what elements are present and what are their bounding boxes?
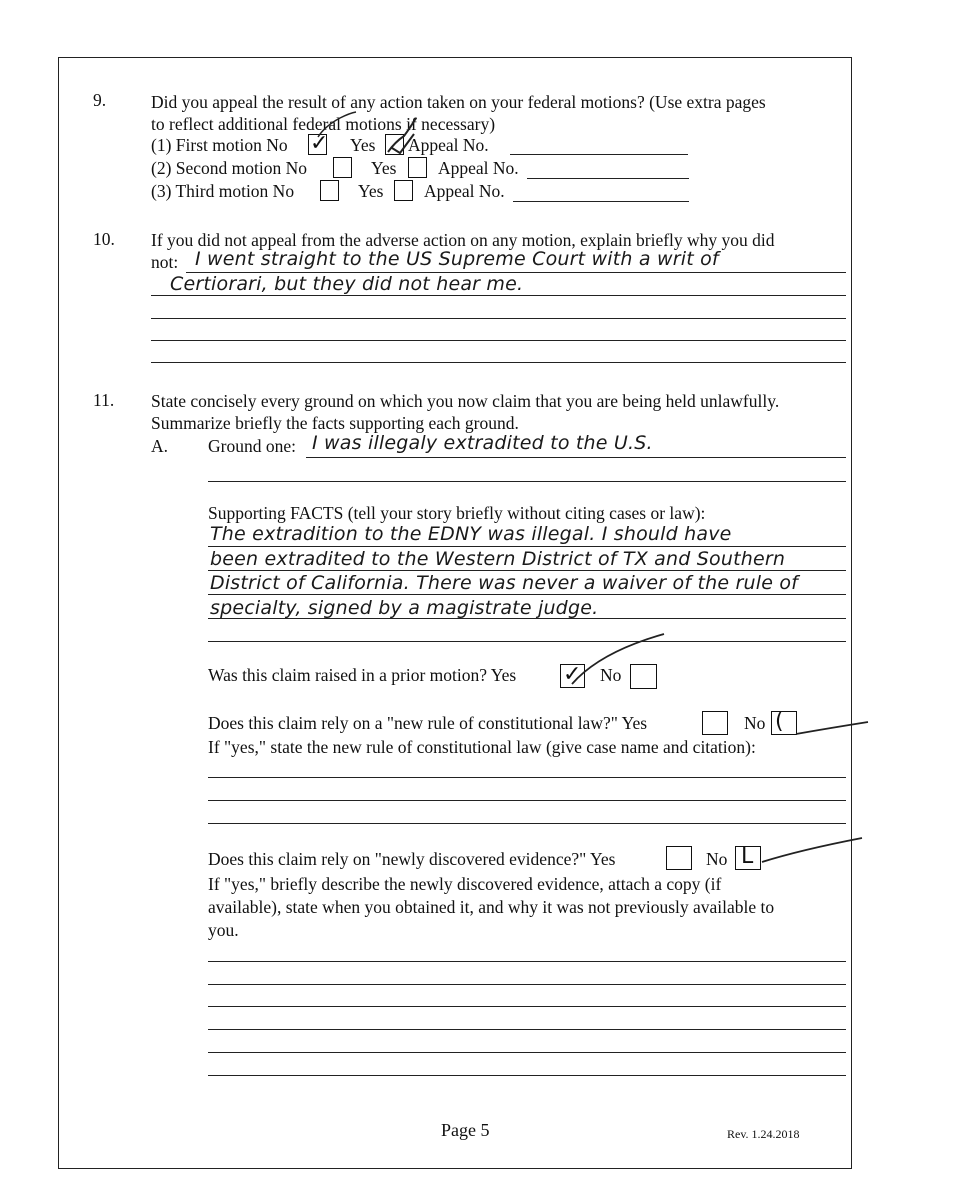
q10-answer-line-2[interactable] bbox=[151, 295, 846, 296]
evidence-question: Does this claim rely on "newly discovered evidence?" Yes bbox=[208, 849, 616, 869]
revision-date: Rev. 1.24.2018 bbox=[727, 1127, 800, 1141]
evidence-yes-checkbox[interactable] bbox=[666, 846, 692, 870]
evidence-line-2[interactable] bbox=[208, 984, 846, 985]
prior-motion-question: Was this claim raised in a prior motion? Yes bbox=[208, 665, 517, 685]
first-motion-appeal-field[interactable] bbox=[510, 154, 688, 155]
question-11-number: 11. bbox=[93, 390, 115, 410]
evidence-instruction-line1: If "yes," briefly describe the newly discovered evidence, attach a copy (if bbox=[208, 874, 722, 894]
question-10-answer-line1: I went straight to the US Supreme Court with a writ of bbox=[195, 248, 719, 270]
q10-answer-line-3[interactable] bbox=[151, 318, 846, 319]
evidence-line-4[interactable] bbox=[208, 1029, 846, 1030]
second-motion-yes-label: Yes bbox=[371, 158, 397, 178]
page-number: Page 5 bbox=[441, 1120, 490, 1140]
ground-a-letter: A. bbox=[151, 436, 169, 456]
evidence-line-6[interactable] bbox=[208, 1075, 846, 1076]
third-motion-appeal-field[interactable] bbox=[513, 201, 689, 202]
second-motion-appeal-label: Appeal No. bbox=[438, 158, 519, 178]
first-motion-no-checkmark: ✓ bbox=[310, 131, 329, 156]
third-motion-yes-label: Yes bbox=[358, 181, 384, 201]
first-motion-yes-checkbox[interactable] bbox=[385, 134, 404, 155]
question-9-number: 9. bbox=[93, 90, 107, 110]
new-rule-no-label: No bbox=[744, 713, 766, 733]
facts-answer-line1: The extradition to the EDNY was illegal. I should have bbox=[210, 523, 732, 545]
evidence-line-3[interactable] bbox=[208, 1006, 846, 1007]
facts-answer-line2: been extradited to the Western District of TX and Southern bbox=[210, 548, 786, 570]
question-10-number: 10. bbox=[93, 229, 115, 249]
facts-line-2[interactable] bbox=[208, 570, 846, 571]
prior-motion-yes-checkmark: ✓ bbox=[563, 662, 582, 687]
facts-line-4[interactable] bbox=[208, 618, 846, 619]
new-rule-no-mark: ( bbox=[775, 709, 784, 734]
question-9-text-line2: to reflect additional federal motions if necessary) bbox=[151, 114, 496, 134]
first-motion-label: (1) First motion No bbox=[151, 135, 288, 155]
q10-answer-line-5[interactable] bbox=[151, 362, 846, 363]
question-10-not-label: not: bbox=[151, 252, 179, 272]
evidence-no-mark: L bbox=[741, 844, 754, 869]
ground-one-answer: I was illegaly extradited to the U.S. bbox=[312, 432, 653, 454]
second-motion-no-checkbox[interactable] bbox=[333, 157, 352, 178]
ground-one-label: Ground one: bbox=[208, 436, 296, 456]
question-10-answer-line2: Certiorari, but they did not hear me. bbox=[170, 273, 524, 295]
second-motion-appeal-field[interactable] bbox=[527, 178, 689, 179]
facts-answer-line4: specialty, signed by a magistrate judge. bbox=[210, 597, 599, 619]
prior-motion-no-label: No bbox=[600, 665, 622, 685]
ground-one-field-2[interactable] bbox=[208, 481, 846, 482]
ground-one-field[interactable] bbox=[306, 457, 846, 458]
facts-line-5[interactable] bbox=[208, 641, 846, 642]
q10-answer-line-4[interactable] bbox=[151, 340, 846, 341]
second-motion-label: (2) Second motion No bbox=[151, 158, 308, 178]
facts-answer-line3: District of California. There was never a waiver of the rule of bbox=[210, 572, 799, 594]
third-motion-appeal-label: Appeal No. bbox=[424, 181, 505, 201]
facts-line-3[interactable] bbox=[208, 594, 846, 595]
new-rule-line-1[interactable] bbox=[208, 777, 846, 778]
evidence-no-label: No bbox=[706, 849, 728, 869]
second-motion-yes-checkbox[interactable] bbox=[408, 157, 427, 178]
prior-motion-no-checkbox[interactable] bbox=[630, 664, 657, 689]
first-motion-yes-label: Yes bbox=[350, 135, 376, 155]
question-9-text-line1: Did you appeal the result of any action taken on your federal motions? (Use extra pages bbox=[151, 92, 766, 112]
third-motion-label: (3) Third motion No bbox=[151, 181, 295, 201]
question-11-text-line2: Summarize briefly the facts supporting each ground. bbox=[151, 413, 519, 433]
question-11-text-line1: State concisely every ground on which you now claim that you are being held unlawfully. bbox=[151, 391, 780, 411]
new-rule-line-2[interactable] bbox=[208, 800, 846, 801]
evidence-line-1[interactable] bbox=[208, 961, 846, 962]
evidence-line-5[interactable] bbox=[208, 1052, 846, 1053]
new-rule-instruction: If "yes," state the new rule of constitutional law (give case name and citation): bbox=[208, 737, 756, 757]
first-motion-appeal-label: Appeal No. bbox=[408, 135, 489, 155]
new-rule-question: Does this claim rely on a "new rule of constitutional law?" Yes bbox=[208, 713, 648, 733]
question-10-text: If you did not appeal from the adverse action on any motion, explain briefly why you did bbox=[151, 230, 775, 250]
evidence-instruction-line2: available), state when you obtained it, and why it was not previously available to bbox=[208, 897, 775, 917]
third-motion-yes-checkbox[interactable] bbox=[394, 180, 413, 201]
new-rule-line-3[interactable] bbox=[208, 823, 846, 824]
evidence-instruction-line3: you. bbox=[208, 920, 239, 940]
facts-line-1[interactable] bbox=[208, 546, 846, 547]
supporting-facts-label: Supporting FACTS (tell your story briefly without citing cases or law): bbox=[208, 503, 706, 523]
third-motion-no-checkbox[interactable] bbox=[320, 180, 339, 201]
new-rule-yes-checkbox[interactable] bbox=[702, 711, 728, 735]
